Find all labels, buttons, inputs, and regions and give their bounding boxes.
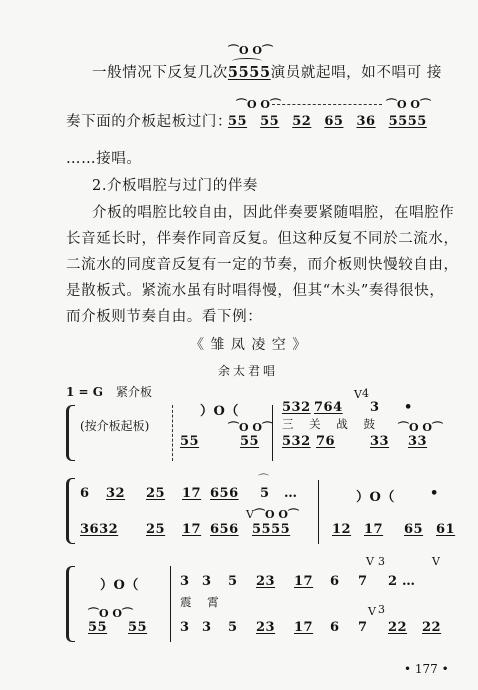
note-group: 55 (260, 114, 280, 129)
voice-note: 32 (106, 486, 126, 501)
accomp-note: 65 (404, 522, 424, 537)
lyric-line: 三 关 战 鼓 (282, 417, 381, 431)
accomp-note: 61 (436, 522, 456, 537)
side-label: (按介板起板) (80, 419, 150, 433)
voice-note: 532 (282, 400, 311, 415)
accomp-note: 5 (228, 620, 238, 635)
intro-line1-notes: 5555 (227, 64, 271, 81)
voice-dot: • (404, 400, 413, 415)
accomp-note: 17 (182, 522, 202, 537)
key-signature: 1 = G (66, 385, 104, 399)
slur-dashes (272, 104, 382, 105)
breath-mark: V (432, 555, 440, 568)
voice-rest: ）O（ (100, 578, 139, 593)
accomp-note: 25 (146, 522, 166, 537)
voice-ellipsis: … (284, 486, 298, 501)
voice-note: 6 (330, 574, 340, 589)
tuplet-number: 3 (378, 603, 385, 616)
note-group: 52 (292, 114, 312, 129)
voice-ellipsis: … (402, 574, 416, 589)
rest-marks: ⌒O O⌒ (398, 421, 443, 434)
barline (318, 480, 319, 544)
voice-note: 17 (182, 486, 202, 501)
accomp-note: 33 (408, 434, 428, 449)
example-title: 《 雏 凤 凌 空 》 (190, 337, 308, 353)
note-group: 55 (228, 114, 248, 129)
para-line: 介板的唱腔比较自由，因此伴奏要紧随唱腔，在唱腔作 (92, 205, 455, 221)
accomp-note: 3 (202, 620, 212, 635)
voice-note: 2 (388, 574, 398, 589)
accomp-note: 6 (330, 620, 340, 635)
tempo-marking: 紧介板 (116, 385, 153, 399)
voice-note: 3 (370, 400, 380, 415)
system-brace (66, 566, 75, 642)
accomp-note: 55 (128, 620, 148, 635)
fermata-number: 4 (362, 387, 369, 400)
note-group: 36 (356, 114, 376, 129)
barline (170, 566, 171, 642)
tie-arc (232, 58, 262, 64)
accomp-note: 17 (294, 620, 314, 635)
voice-dot: • (430, 486, 439, 501)
accomp-note: 3632 (80, 522, 119, 537)
rest-marks: ⌒O O⌒ (236, 98, 281, 111)
rest-marks: ⌒O O⌒ (228, 421, 273, 434)
accomp-note: 33 (370, 434, 390, 449)
voice-note: 656 (210, 486, 239, 501)
accomp-note: 5555 (252, 522, 291, 537)
voice-note: 3 (202, 574, 212, 589)
para-line: 二流水的同度音反复有一定的节奏，而介板则快慢较自由， (66, 257, 459, 273)
rest-marks: ⌒O O⌒ (254, 508, 299, 521)
note-group: 65 (324, 114, 344, 129)
system-brace (66, 405, 75, 461)
breath-mark: V (368, 605, 376, 618)
accomp-note: 7 (358, 620, 368, 635)
rest-marks: ⌒O O⌒ (386, 98, 431, 111)
intro-line2 (66, 113, 232, 131)
accomp-note: 55 (180, 434, 200, 449)
note-group: 5555 (388, 114, 427, 129)
tuplet-number: 3 (378, 555, 385, 568)
para-line: 是散板式。紧流水虽有时唱得慢，但其“木头”奏得很快， (66, 283, 445, 299)
lyric-line: 震 霄 (180, 595, 225, 609)
voice-note: 6 (80, 486, 90, 501)
breath-mark: V (246, 508, 254, 521)
accomp-note: 76 (316, 434, 336, 449)
voice-note: 5 (260, 486, 270, 501)
voice-rest: ）O（ (356, 490, 395, 505)
intro-line2-text: 奏下面的介板起板过门： (66, 114, 233, 130)
voice-note: 5 (228, 574, 238, 589)
breath-mark: V (366, 555, 374, 568)
page-number: • 177 • (404, 662, 449, 676)
breath-mark: V (354, 388, 362, 401)
para-line: 而介板则节奏自由。看下例： (66, 309, 263, 325)
accomp-note: 55 (240, 434, 260, 449)
system-brace (66, 478, 75, 544)
intro-line1 (92, 64, 442, 82)
intro-line1-text-a: 一般情况下反复几次 (92, 65, 228, 81)
voice-note: 25 (146, 486, 166, 501)
voice-note: 17 (294, 574, 314, 589)
intro-line3: ……接唱。 (66, 151, 142, 167)
accomp-note: 22 (422, 620, 442, 635)
intro-line1-text-b: 演员就起唱，如不唱可 接 (270, 65, 442, 81)
accomp-note: 22 (388, 620, 408, 635)
voice-note: 3 (180, 574, 190, 589)
accomp-note: 23 (256, 620, 276, 635)
fermata-icon: ⌒ (258, 473, 269, 486)
section-heading: 2.介板唱腔与过门的伴奏 (92, 178, 259, 194)
accomp-note: 17 (364, 522, 384, 537)
voice-note: 23 (256, 574, 276, 589)
voice-note: 764 (314, 400, 343, 415)
intro-line2-notes (228, 114, 427, 129)
para-line: 长音延长时，伴奏作同音反复。但这种反复不同於二流水， (66, 231, 459, 247)
barline-dashed (172, 405, 173, 461)
example-singer: 余太君唱 (218, 364, 279, 378)
accomp-note: 12 (332, 522, 352, 537)
accomp-note: 55 (88, 620, 108, 635)
rest-marks: ⌒O O⌒ (88, 607, 133, 620)
voice-rest: ）O（ (200, 404, 239, 419)
rest-marks: ⌒O O⌒ (228, 44, 273, 57)
accomp-note: 3 (180, 620, 190, 635)
accomp-note: 532 (282, 434, 311, 449)
accomp-note: 656 (210, 522, 239, 537)
voice-note: 7 (358, 574, 368, 589)
